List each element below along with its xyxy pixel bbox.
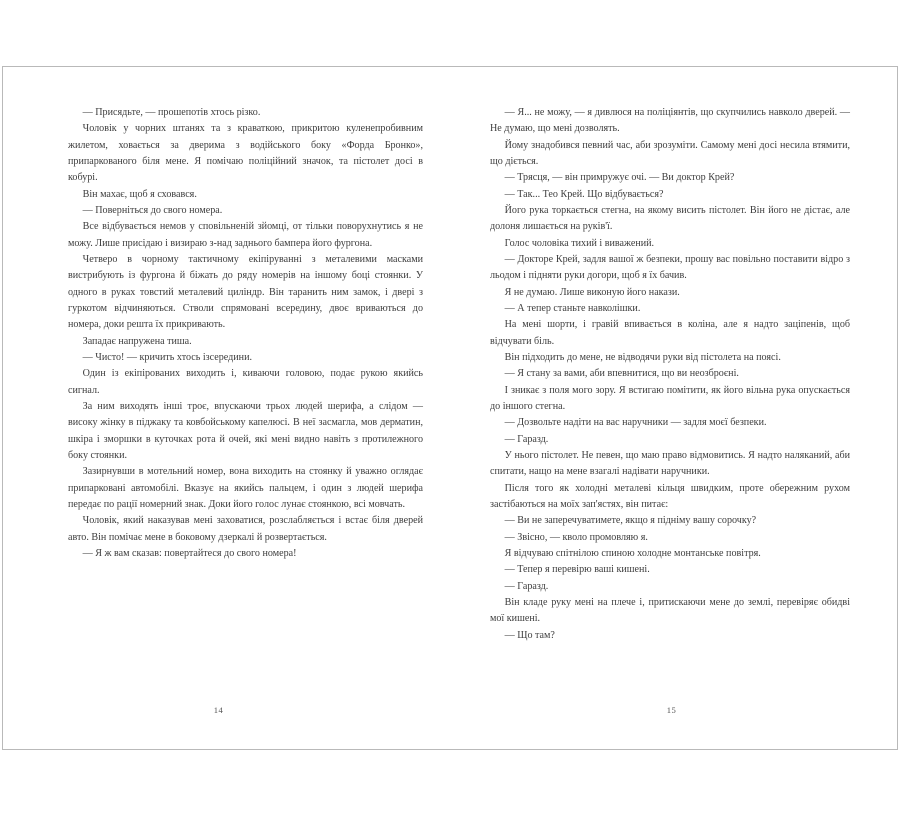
paragraph: Один із екіпірованих виходить і, киваючи головою, подає рукою якийсь сигнал. (68, 368, 423, 396)
paragraph: — Гаразд. (504, 433, 549, 445)
paragraph: Чоловік, який наказував мені заховатися, розслабляється і встає біля дверей авто. Він помічає мене в боковому дзеркалі й розвертається. (68, 515, 423, 543)
paragraph: — Докторе Крей, задля вашої ж безпеки, прошу вас повільно поставити відро з льодом і підняти руки догори, щоб я їх бачив. (490, 253, 850, 282)
paragraph: — Чисто! — кричить хтось ізсередини. (82, 351, 253, 363)
paragraph: — А тепер станьте навколішки. (504, 302, 641, 314)
paragraph: — Тепер я перевірю ваші кишені. (504, 564, 650, 576)
page-right-folio: 15 (666, 705, 677, 716)
paragraph: Він підходить до мене, не відводячи руки від пістолета на поясі. (504, 351, 781, 363)
paragraph: — Гаразд. (504, 580, 549, 592)
paragraph: На мені шорти, і гравій впивається в коліна, але я надто заціпенів, щоб відчувати біль. (490, 319, 850, 347)
paragraph: — Трясця, — він примружує очі. — Ви доктор Крей? (504, 172, 735, 184)
paragraph: За ним виходять інші троє, впускаючи трьох людей шерифа, а слідом — високу жінку в піджаку та ковбойському капелюсі. В неї засмагла, мов дерматин, шкіра і зморшки в куточках рота й очей, які мені видно навіть з протилежного боку стоянки. (68, 400, 423, 461)
page-left-folio: 14 (213, 705, 224, 716)
paragraph: — Дозвольте надіти на вас наручники — задля моєї безпеки. (504, 417, 767, 429)
paragraph: — Я ж вам сказав: повертайтеся до свого номера! (82, 547, 297, 559)
paragraph: Западає напружена тиша. (82, 335, 192, 347)
pages-container (3, 67, 897, 749)
paragraph: Голос чоловіка тихий і виважений. (504, 237, 655, 249)
paragraph: — Ви не заперечуватимете, якщо я підніму вашу сорочку? (504, 515, 757, 527)
paragraph: — Поверніться до свого номера. (82, 204, 223, 216)
paragraph: — Що там? (504, 629, 555, 641)
paragraph: І зникає з поля мого зору. Я встигаю помітити, як його вільна рука опускається до іншого стегна. (490, 384, 850, 412)
paragraph: Після того як холодні металеві кільця швидким, проте обережним рухом застібаються на моїх зап'ястях, він питає: (490, 482, 850, 510)
paragraph: Все відбувається немов у сповільненій зйомці, от тільки поворухнутись я не можу. Лише присідаю і визираю з-над заднього бампера його фургона. (68, 221, 423, 249)
paragraph: — Так... Тео Крей. Що відбувається? (504, 188, 664, 200)
paragraph: Йому знадобився певний час, аби зрозуміти. Самому мені досі несила втямити, що діється. (490, 139, 850, 167)
paragraph: Він махає, щоб я сховався. (82, 188, 197, 200)
paragraph: Його рука торкається стегна, на якому висить пістолет. Він його не дістає, але долоня лишається на руків'ї. (490, 204, 850, 233)
paragraph: Він кладе руку мені на плече і, притискаючи мене до землі, перевіряє обидві мої кишені. (490, 596, 850, 625)
paragraph: Я не думаю. Лише виконую його накази. (504, 286, 680, 298)
paragraph: — Я стану за вами, аби впевнитися, що ви неозброєні. (504, 368, 739, 380)
paragraph: — Присядьте, — прошепотів хтось різко. (82, 107, 261, 118)
paragraph: Я відчуваю спітнілою спиною холодне монтанське повітря. (504, 547, 761, 559)
paragraph: — Я... не можу, — я дивлюся на поліціянтів, що скупчились навколо дверей. — Не думаю, що мені дозволять. (490, 107, 850, 135)
page-right (450, 67, 897, 749)
paragraph: Чоловік у чорних штанях та з краваткою, прикритою куленепробивним жилетом, ховається за дверима з водійського боку «Форда Бронко», припаркованого біля мене. Я помічаю поліційний значок, та пістолет досі в кобурі. (68, 123, 423, 184)
paragraph: Зазирнувши в мотельний номер, вона виходить на стоянку й уважно оглядає припарковані автомобілі. Вказує на якийсь пальцем, і один з людей шерифа передає по рації номерний знак. Доки його голос лунає стоянкою, всі мовчать. (68, 466, 423, 510)
paragraph: — Звісно, — кволо промовляю я. (504, 531, 648, 543)
page-sheet (2, 66, 898, 750)
page-right-textblock (490, 105, 850, 644)
page-left (3, 67, 450, 749)
paragraph: У нього пістолет. Не певен, що маю право відмовитись. Я надто наляканий, аби спитати, нащо на мене взагалі надівати наручники. (490, 449, 850, 478)
page-left-textblock (68, 105, 423, 562)
paragraph: Четверо в чорному тактичному екіпіруванні з металевими масками вистрибують із фургона й біжать до ряду номерів на іншому боці стоянки. У одного в руках товстий металевий циліндр. Він таранить ним замок, і двері з гуркотом відчиняються. Стволи спрямовані всередину, двоє вриваються до номера, доки решта їх прикривають. (68, 253, 423, 331)
